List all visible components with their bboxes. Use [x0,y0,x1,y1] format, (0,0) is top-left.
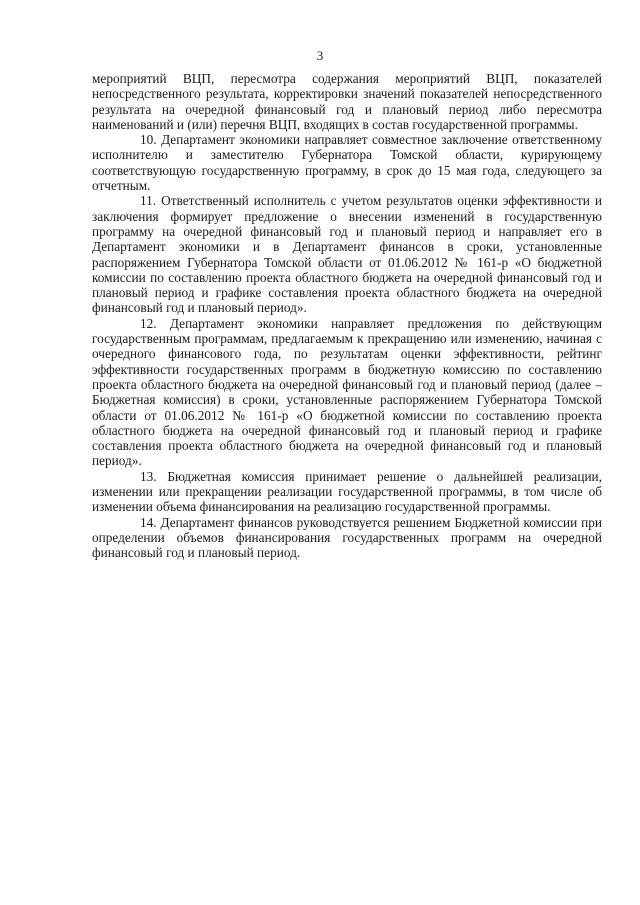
paragraph-item-12: 12. Департамент экономики направляет предложения по действующим государственным программам, предлагаемым к прекращению или изменению, начиная с очередного финансового года, по результатам оценки эффективности, рейтинг эффективности государственных программ в бюджетную комиссию по составлению проекта областного бюджета на очередной финансовый год и плановый период (далее – Бюджетная комиссия) в сроки, установленные распоряжением Губернатора Томской области от 01.06.2012 № 161-р «О бюджетной комиссии по составлению проекта областного бюджета на очередной финансовый год и плановый период и графике составления проекта областного бюджета на очередной финансовый год и плановый период». [92,315,602,469]
paragraph-continuation: мероприятий ВЦП, пересмотра содержания мероприятий ВЦП, показателей непосредственного результата, корректировки значений показателей непосредственного результата на очередной финансовый год и плановый период либо пересмотра наименований и (или) перечня ВЦП, входящих в состав государственной программы. [92,71,602,132]
document-body [92,71,602,561]
page-number: 3 [316,48,324,63]
paragraph-item-10: 10. Департамент экономики направляет совместное заключение ответственному исполнителю и заместителю Губернатора Томской области, курирующему соответствующую государственную программу, в срок до 15 мая года, следующего за отчетным. [92,132,602,194]
paragraph-item-14: 14. Департамент финансов руководствуется решением Бюджетной комиссии при определении объемов финансирования государственных программ на очередной финансовый год и плановый период. [92,514,602,561]
paragraph-item-13: 13. Бюджетная комиссия принимает решение о дальнейшей реализации, изменении или прекращении реализации государственной программы, в том числе об изменении объема финансирования на реализацию государственной программы. [92,468,602,515]
paragraph-item-11: 11. Ответственный исполнитель с учетом результатов оценки эффективности и заключения формирует предложение о внесении изменений в государственную программу на очередной финансовый год и плановый период и направляет его в Департамент экономики и в Департамент финансов в сроки, установленные распоряжением Губернатора Томской области от 01.06.2012 № 161-р «О бюджетной комиссии по составлению проекта областного бюджета на очередной финансовый год и плановый период и графике составления проекта областного бюджета на очередной финансовый год и плановый период». [92,193,602,316]
